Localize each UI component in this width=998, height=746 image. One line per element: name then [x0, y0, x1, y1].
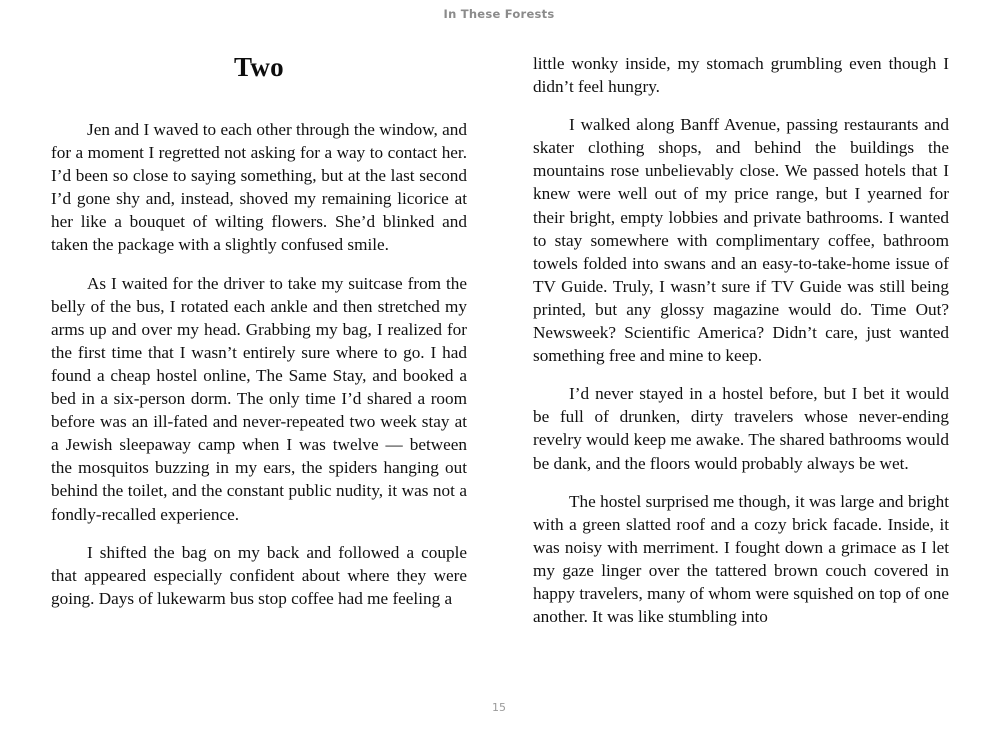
- paragraph-continuation: little wonky inside, my stomach grumbling even though I didn’t feel hungry.: [533, 54, 949, 97]
- running-head: In These Forests: [443, 7, 555, 21]
- chapter-title: Two: [234, 52, 284, 82]
- paragraph: Jen and I waved to each other through the window, and for a moment I regretted not asking for a way to contact her. I’d been so close to saying something, but at the last second I’d gone shy and, instead, shoved my remaining licorice at her like a bouquet of wilting flowers. She’d blinked and taken the package with a slightly confused smile.: [51, 120, 467, 255]
- paragraph: As I waited for the driver to take my suitcase from the belly of the bus, I rotated each ankle and then stretched my arms up and over my head. Grabbing my bag, I realized for the first time that I wasn’t entirely sure where to go. I had found a cheap hostel online, The Same Stay, and booked a bed in a six-person dorm. The only time I’d shared a room before was an ill-fated and never-repeated two week stay at a Jewish sleepaway camp when I was twelve — between the mosquitos buzzing in my ears, the spiders hanging out behind the toilet, and the constant public nudity, it was not a fondly-recalled experience.: [51, 273, 467, 524]
- column-left: [51, 52, 467, 670]
- paragraph: The hostel surprised me though, it was large and bright with a green slatted roof and a cozy brick facade. Inside, it was noisy with merriment. I fought down a grimace as I let my gaze linger over the tattered brown couch covered in happy travelers, many of whom were squished on top of one another. It was like stumbling into: [533, 491, 949, 627]
- text-body: [51, 52, 949, 670]
- column-right: [533, 52, 949, 670]
- paragraph: I shifted the bag on my back and followed a couple that appeared especially confident about where they were going. Days of lukewarm bus stop coffee had me feeling a: [51, 542, 467, 608]
- paragraph: I walked along Banff Avenue, passing restaurants and skater clothing shops, and behind the buildings the mountains rose unbelievably close. We passed hotels that I knew were well out of my price range, but I yearned for their bright, empty lobbies and private bathrooms. I wanted to stay somewhere with complimentary coffee, bathroom towels folded into swans and an easy-to-take-home issue of TV Guide. Truly, I wasn’t sure if TV Guide was still being printed, but any glossy magazine would do. Time Out? Newsweek? Scientific America? Didn’t care, just wanted something free and mine to keep.: [533, 115, 949, 366]
- paragraph: I’d never stayed in a hostel before, but I bet it would be full of drunken, dirty travelers whose never-ending revelry would keep me awake. The shared bathrooms would be dank, and the floors would probably always be wet.: [533, 384, 949, 473]
- page-number: 15: [492, 701, 506, 714]
